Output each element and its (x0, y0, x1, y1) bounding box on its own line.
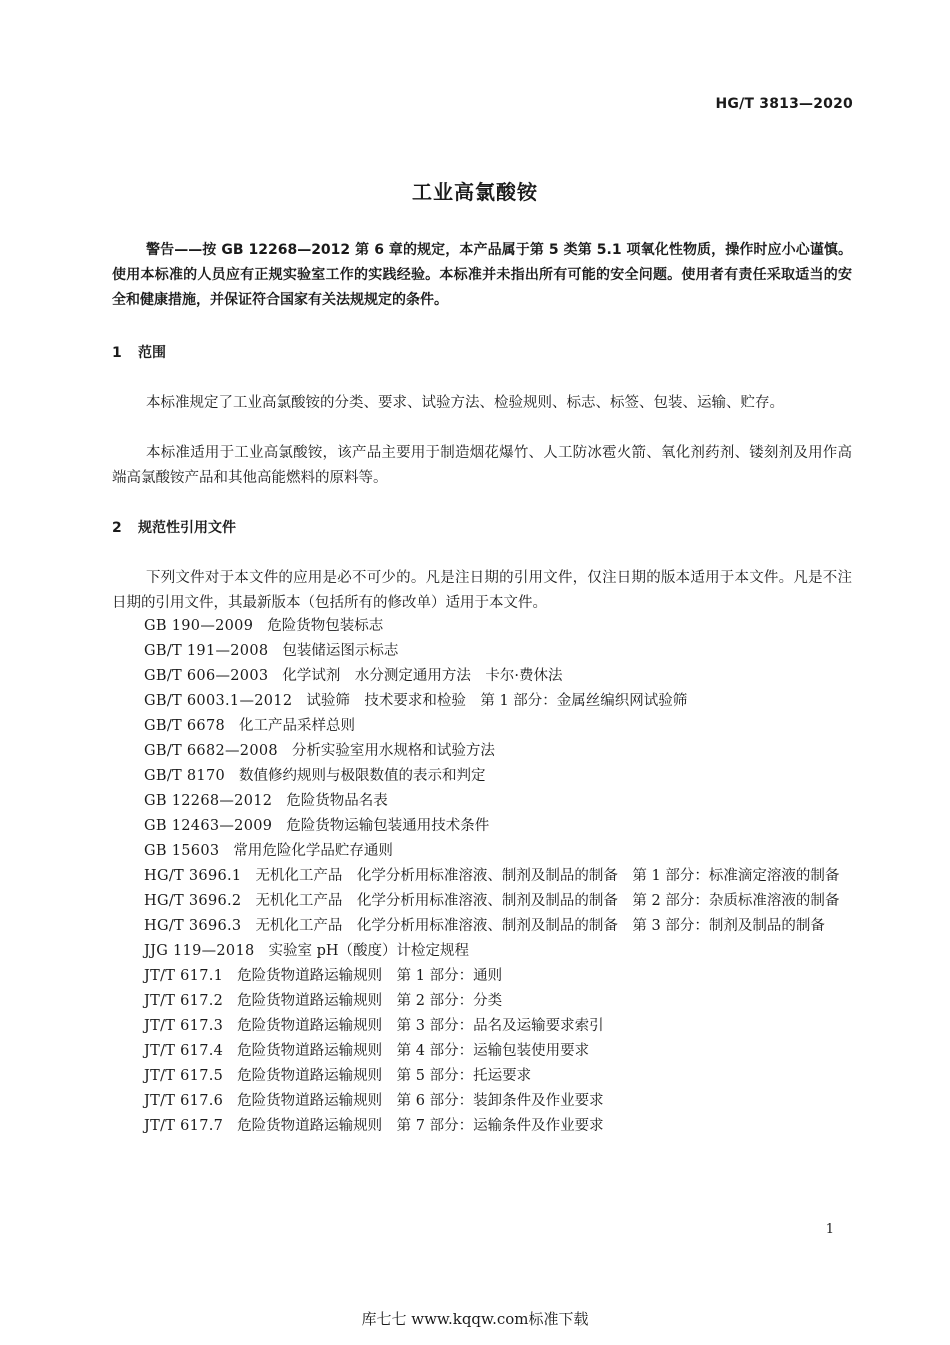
footer-watermark: 库七七 www.kqqw.com标准下载 (361, 1310, 589, 1328)
reference-code: GB 12463—2009 (144, 818, 273, 834)
reference-code: HG/T 3696.3 (144, 918, 242, 934)
section-number: 1 (112, 345, 122, 361)
reference-name: 数值修约规则与极限数值的表示和判定 (239, 768, 486, 784)
reference-item (112, 989, 852, 1014)
reference-name: 危险货物包装标志 (267, 618, 384, 634)
reference-item (112, 1089, 852, 1114)
reference-name: 无机化工产品 化学分析用标准溶液、制剂及制品的制备 第 2 部分：杂质标准溶液的制备 (255, 893, 840, 909)
document-title: 工业高氯酸铵 (412, 180, 538, 204)
reference-name: 无机化工产品 化学分析用标准溶液、制剂及制品的制备 第 3 部分：制剂及制品的制备 (255, 918, 825, 934)
reference-name: 分析实验室用水规格和试验方法 (291, 743, 495, 759)
reference-item (112, 764, 852, 789)
reference-name: 危险货物运输包装通用技术条件 (286, 818, 490, 834)
reference-item (112, 889, 852, 914)
reference-name: 化学试剂 水分测定通用方法 卡尔·费休法 (282, 668, 563, 684)
reference-name: 危险货物道路运输规则 第 4 部分：运输包装使用要求 (237, 1043, 590, 1059)
section-1-heading (112, 342, 166, 362)
reference-code: GB 190—2009 (144, 618, 254, 634)
reference-name: 包装储运图示标志 (282, 643, 399, 659)
reference-name: 危险货物道路运输规则 第 2 部分：分类 (237, 993, 503, 1009)
safety-warning: 警告——按 GB 12268—2012 第 6 章的规定，本产品属于第 5 类第 5.1 项氧化性物质，操作时应小心谨慎。使用本标准的人员应有正规实验室工作的实践经验。本标准并未指出所有可能的安全问题。使用者有责任采取适当的安全和健康措施，并保证符合国家有关法规规定的条件。 (112, 242, 852, 308)
reference-item (112, 1064, 852, 1089)
reference-name: 危险货物道路运输规则 第 5 部分：托运要求 (237, 1068, 532, 1084)
reference-code: JT/T 617.6 (144, 1093, 224, 1109)
reference-name: 实验室 pH（酸度）计检定规程 (268, 943, 470, 959)
reference-code: HG/T 3696.1 (144, 868, 242, 884)
reference-item (112, 714, 852, 739)
reference-item (112, 914, 852, 939)
reference-item (112, 964, 852, 989)
reference-code: GB 15603 (144, 843, 220, 859)
reference-code: JJG 119—2018 (144, 943, 255, 959)
reference-code: JT/T 617.2 (144, 993, 224, 1009)
reference-code: GB/T 6678 (144, 718, 226, 734)
reference-name: 常用危险化学品贮存通则 (233, 843, 393, 859)
reference-item (112, 664, 852, 689)
reference-item (112, 839, 852, 864)
reference-item (112, 789, 852, 814)
reference-item (112, 1014, 852, 1039)
reference-code: JT/T 617.5 (144, 1068, 224, 1084)
reference-name: 化工产品采样总则 (239, 718, 356, 734)
reference-item (112, 614, 852, 639)
section-title: 范围 (138, 345, 166, 361)
reference-name: 危险货物品名表 (286, 793, 388, 809)
standard-code: HG/T 3813—2020 (715, 96, 853, 112)
reference-code: JT/T 617.1 (144, 968, 224, 984)
reference-name: 试验筛 技术要求和检验 第 1 部分：金属丝编织网试验筛 (306, 693, 688, 709)
reference-item (112, 1114, 852, 1139)
reference-item (112, 939, 852, 964)
section-title: 规范性引用文件 (138, 520, 236, 536)
reference-code: GB/T 191—2008 (144, 643, 269, 659)
page-number: 1 (825, 1222, 834, 1237)
reference-code: GB/T 6003.1—2012 (144, 693, 293, 709)
reference-list (112, 614, 852, 1139)
reference-code: HG/T 3696.2 (144, 893, 242, 909)
reference-code: GB/T 606—2003 (144, 668, 269, 684)
reference-item (112, 814, 852, 839)
reference-item (112, 639, 852, 664)
reference-item (112, 864, 852, 889)
reference-code: JT/T 617.4 (144, 1043, 224, 1059)
reference-item (112, 739, 852, 764)
section-number: 2 (112, 520, 122, 536)
reference-name: 危险货物道路运输规则 第 6 部分：装卸条件及作业要求 (237, 1093, 604, 1109)
scope-paragraph: 本标准适用于工业高氯酸铵，该产品主要用于制造烟花爆竹、人工防冰雹火箭、氧化剂药剂、镂刻剂及用作高端高氯酸铵产品和其他高能燃料的原料等。 (112, 445, 852, 486)
references-intro: 下列文件对于本文件的应用是必不可少的。凡是注日期的引用文件，仅注日期的版本适用于本文件。凡是不注日期的引用文件，其最新版本（包括所有的修改单）适用于本文件。 (112, 570, 852, 611)
reference-item (112, 689, 852, 714)
reference-name: 无机化工产品 化学分析用标准溶液、制剂及制品的制备 第 1 部分：标准滴定溶液的制备 (255, 868, 840, 884)
reference-code: JT/T 617.7 (144, 1118, 224, 1134)
section-2-heading (112, 517, 236, 537)
scope-paragraph: 本标准规定了工业高氯酸铵的分类、要求、试验方法、检验规则、标志、标签、包装、运输、贮存。 (146, 395, 784, 411)
reference-code: JT/T 617.3 (144, 1018, 224, 1034)
reference-name: 危险货物道路运输规则 第 7 部分：运输条件及作业要求 (237, 1118, 604, 1134)
reference-code: GB/T 8170 (144, 768, 226, 784)
reference-name: 危险货物道路运输规则 第 1 部分：通则 (237, 968, 503, 984)
reference-code: GB 12268—2012 (144, 793, 273, 809)
reference-item (112, 1039, 852, 1064)
reference-code: GB/T 6682—2008 (144, 743, 278, 759)
reference-name: 危险货物道路运输规则 第 3 部分：品名及运输要求索引 (237, 1018, 604, 1034)
